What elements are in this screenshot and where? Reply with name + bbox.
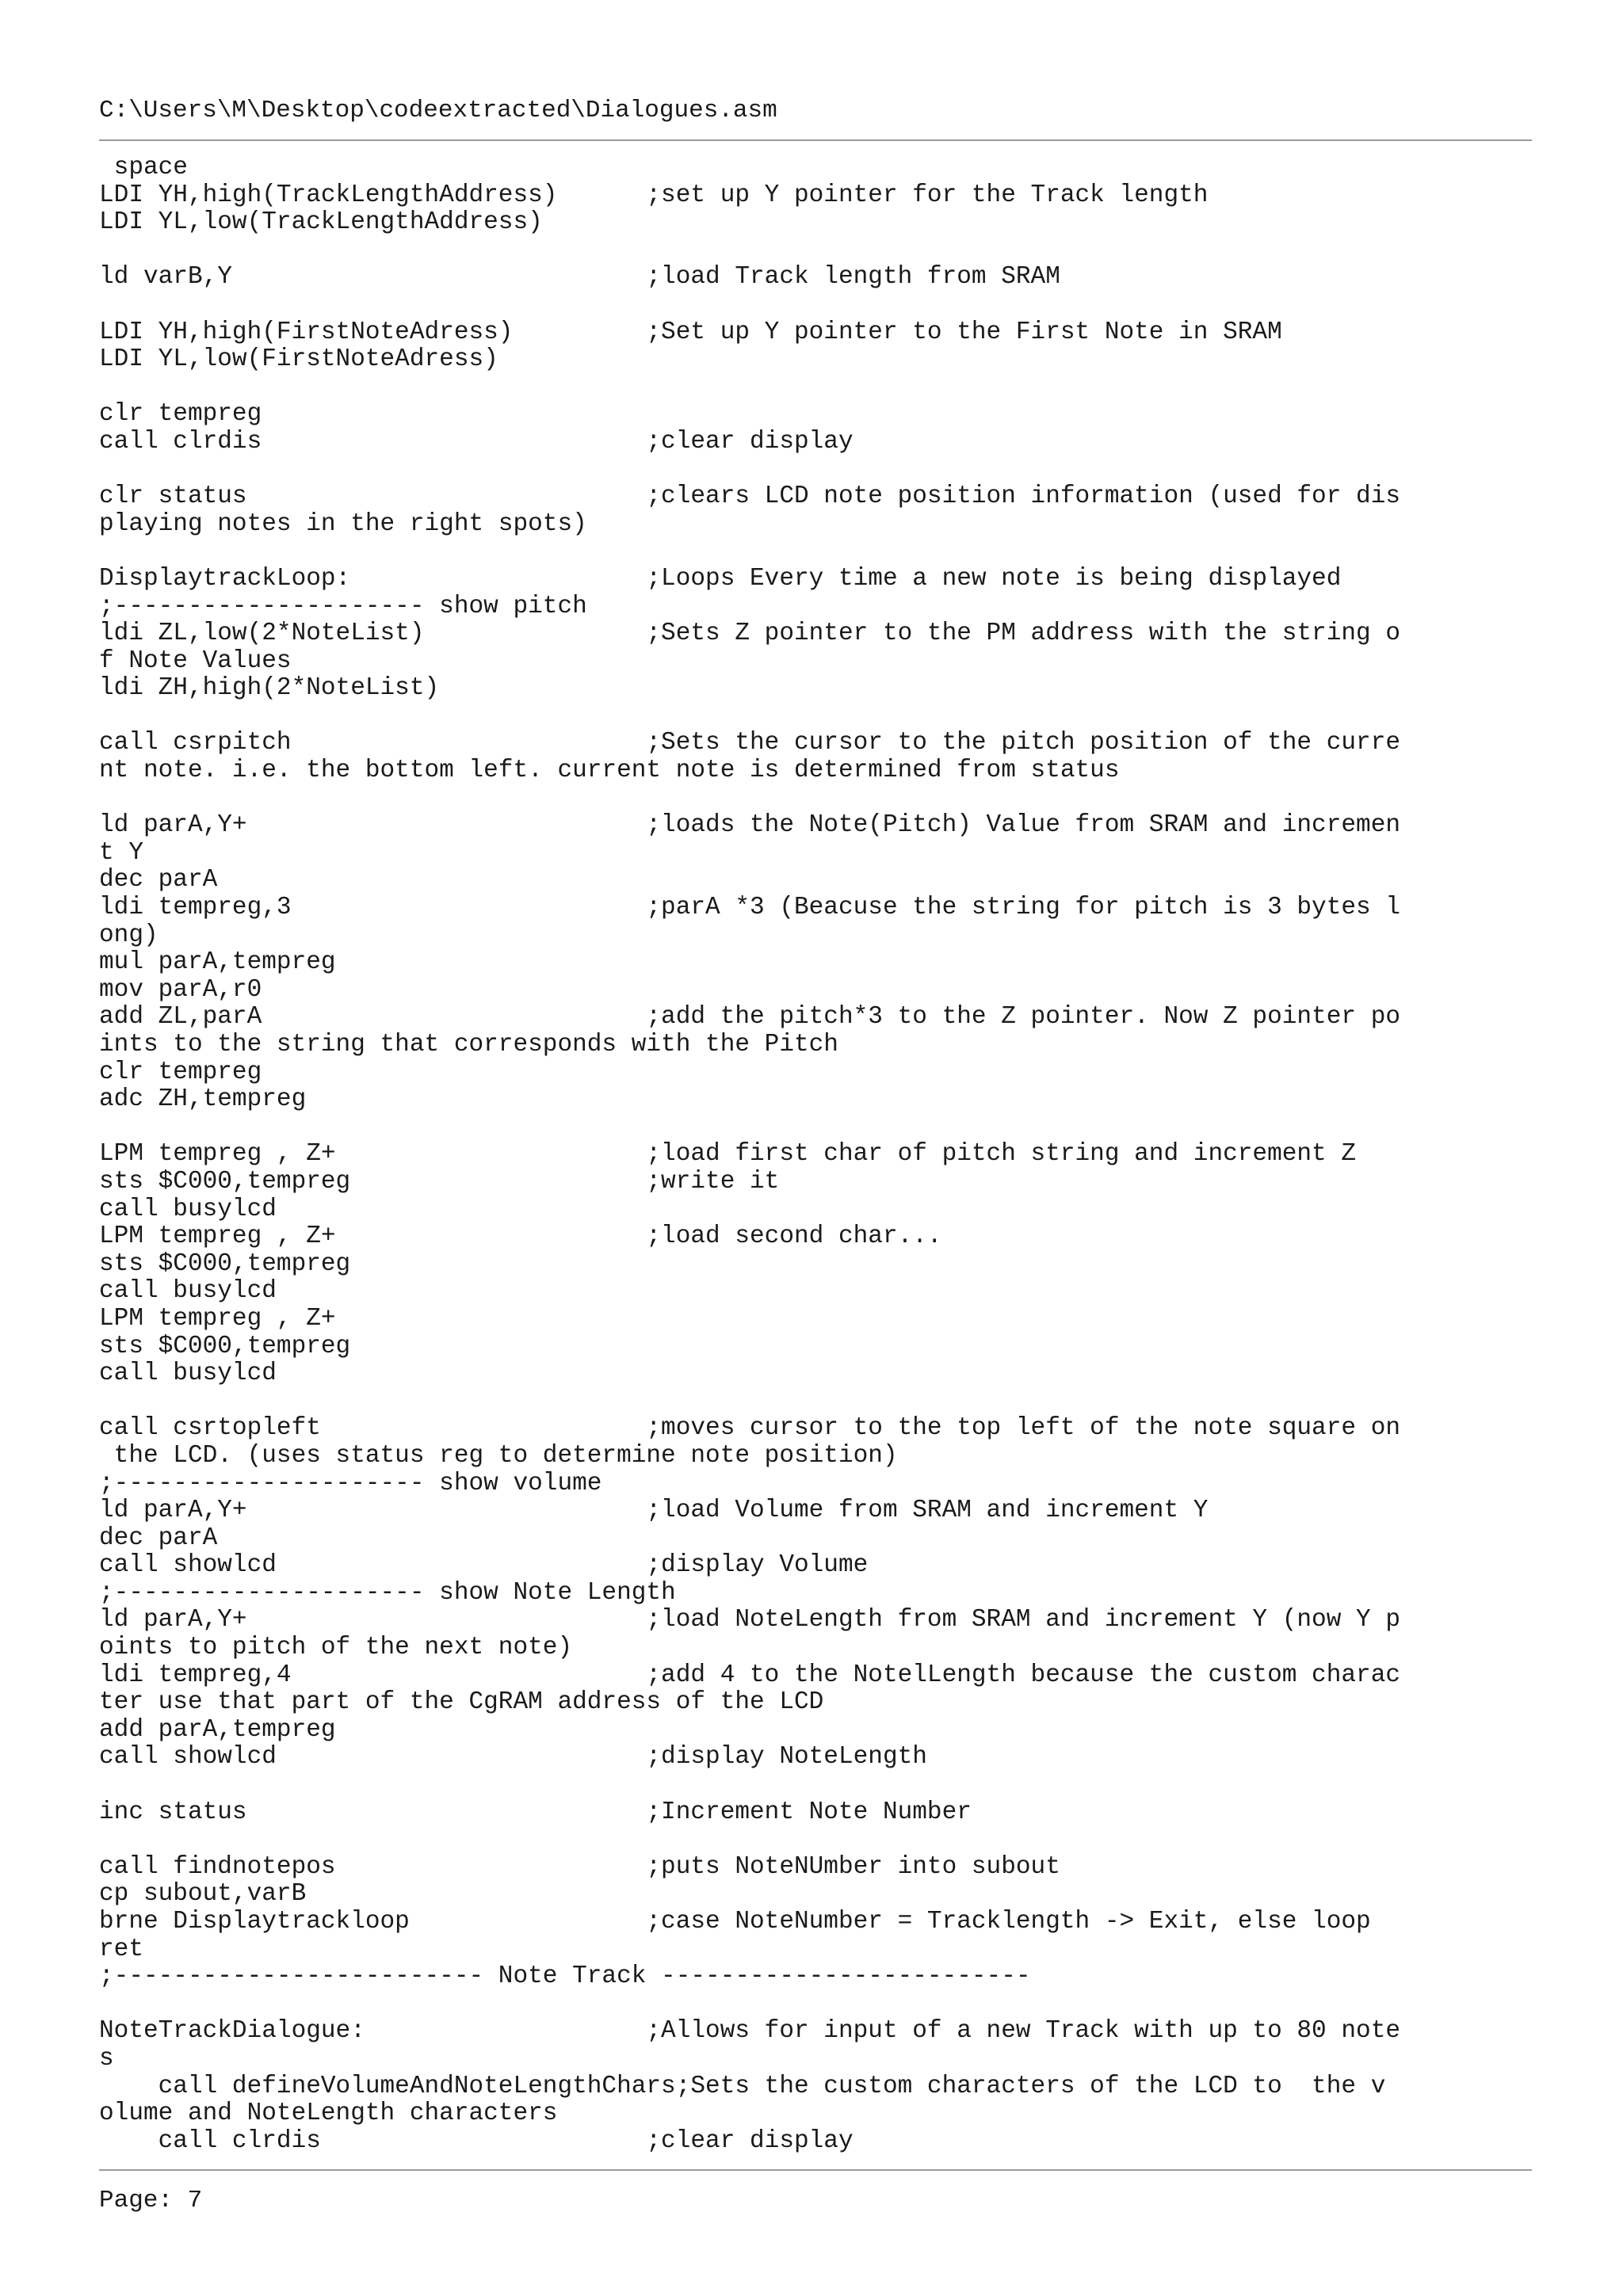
code-line: oints to pitch of the next note) xyxy=(99,1634,573,1662)
code-line: inc status ;Increment Note Number xyxy=(99,1798,972,1826)
code-line: ints to the string that corresponds with the Pitch xyxy=(99,1031,838,1058)
code-line: LDI YH,high(TrackLengthAddress) ;set up Y pointer for the Track length xyxy=(99,181,1209,209)
code-line: dec parA xyxy=(99,866,218,894)
code-listing xyxy=(99,154,1532,2155)
code-line xyxy=(99,1991,1532,2019)
code-line xyxy=(99,456,1532,484)
code-line: adc ZH,tempreg xyxy=(99,1085,307,1114)
code-line: call busylcd xyxy=(99,1277,277,1306)
code-line: mov parA,r0 xyxy=(99,975,262,1004)
code-line: ret xyxy=(99,1935,143,1963)
code-line xyxy=(99,292,1532,319)
code-line: sts $C000,tempreg xyxy=(99,1249,351,1278)
code-line xyxy=(99,1114,1532,1142)
code-line: ldi ZL,low(2*NoteList) ;Sets Z pointer to the PM address with the string o xyxy=(99,620,1401,648)
code-line: call busylcd xyxy=(99,1360,277,1388)
code-line: LDI YH,high(FirstNoteAdress) ;Set up Y pointer to the First Note in SRAM xyxy=(99,318,1282,346)
code-line: space xyxy=(99,154,188,181)
code-line: the LCD. (uses status reg to determine note position) xyxy=(99,1441,898,1470)
code-line: nt note. i.e. the bottom left. current note is determined from status xyxy=(99,757,1120,785)
code-line: NoteTrackDialogue: ;Allows for input of a new Track with up to 80 note xyxy=(99,2017,1401,2046)
code-line xyxy=(99,237,1532,265)
code-line: LPM tempreg , Z+ xyxy=(99,1304,336,1333)
code-line: LPM tempreg , Z+ ;load first char of pitch string and increment Z xyxy=(99,1140,1357,1169)
code-line: ;--------------------- show volume xyxy=(99,1469,602,1497)
code-line: call clrdis ;clear display xyxy=(99,427,854,456)
code-line: ldi tempreg,4 ;add 4 to the NotelLength because the custom charac xyxy=(99,1661,1401,1689)
code-line: clr tempreg xyxy=(99,1058,262,1086)
code-line: clr tempreg xyxy=(99,400,262,429)
code-line: call clrdis ;clear display xyxy=(99,2126,854,2155)
header-divider xyxy=(99,139,1532,141)
code-line xyxy=(99,1772,1532,1799)
code-line: call findnotepos ;puts NoteNUmber into subout xyxy=(99,1852,1060,1881)
code-line xyxy=(99,374,1532,402)
code-line: ld varB,Y ;load Track length from SRAM xyxy=(99,263,1060,292)
code-line: LDI YL,low(TrackLengthAddress) xyxy=(99,208,543,237)
code-line: f Note Values xyxy=(99,646,292,675)
code-line: ;--------------------- show pitch xyxy=(99,592,587,620)
code-line: add parA,tempreg xyxy=(99,1715,336,1744)
code-line: ldi tempreg,3 ;parA *3 (Beacuse the string for pitch is 3 bytes l xyxy=(99,894,1401,922)
code-line: dec parA xyxy=(99,1524,218,1552)
code-line: cp subout,varB xyxy=(99,1880,307,1909)
code-line: call showlcd ;display Volume xyxy=(99,1551,869,1580)
code-line: ;--------------------- show Note Length xyxy=(99,1578,676,1607)
code-line xyxy=(99,785,1532,813)
code-line: call csrtopleft ;moves cursor to the top left of the note square on xyxy=(99,1414,1401,1443)
code-line xyxy=(99,1826,1532,1854)
code-line: mul parA,tempreg xyxy=(99,948,336,977)
code-line: LPM tempreg , Z+ ;load second char... xyxy=(99,1222,942,1251)
code-line: DisplaytrackLoop: ;Loops Every time a new note is being displayed xyxy=(99,564,1342,593)
code-line: add ZL,parA ;add the pitch*3 to the Z pointer. Now Z pointer po xyxy=(99,1003,1401,1032)
code-line xyxy=(99,538,1532,566)
code-line: sts $C000,tempreg xyxy=(99,1332,351,1360)
code-line: olume and NoteLength characters xyxy=(99,2100,558,2128)
code-line: call showlcd ;display NoteLength xyxy=(99,1743,927,1772)
code-line: ld parA,Y+ ;loads the Note(Pitch) Value from SRAM and incremen xyxy=(99,811,1401,840)
code-line: ld parA,Y+ ;load NoteLength from SRAM and increment Y (now Y p xyxy=(99,1606,1401,1634)
page-number: Page: 7 xyxy=(99,2187,203,2214)
code-line: ld parA,Y+ ;load Volume from SRAM and increment Y xyxy=(99,1497,1209,1525)
code-line xyxy=(99,1388,1532,1416)
code-line: s xyxy=(99,2044,114,2073)
code-line: ldi ZH,high(2*NoteList) xyxy=(99,674,440,703)
footer-divider xyxy=(99,2169,1532,2171)
code-line: brne Displaytrackloop ;case NoteNumber = Tracklength -> Exit, else loop xyxy=(99,1908,1371,1936)
code-line: sts $C000,tempreg ;write it xyxy=(99,1167,780,1196)
code-line: t Y xyxy=(99,838,143,867)
code-line: playing notes in the right spots) xyxy=(99,509,587,538)
code-line: call defineVolumeAndNoteLengthChars;Sets the custom characters of the LCD to the v xyxy=(99,2072,1386,2100)
code-line: ong) xyxy=(99,921,158,949)
file-path-header: C:\Users\M\Desktop\codeextracted\Dialogues.asm xyxy=(99,97,777,124)
code-line: call csrpitch ;Sets the cursor to the pitch position of the curre xyxy=(99,729,1401,757)
code-line: ter use that part of the CgRAM address of the LCD xyxy=(99,1688,824,1717)
code-line: clr status ;clears LCD note position information (used for dis xyxy=(99,482,1401,511)
code-line: ;------------------------- Note Track ------------------------- xyxy=(99,1962,1031,1991)
code-line: call busylcd xyxy=(99,1195,277,1223)
code-line: LDI YL,low(FirstNoteAdress) xyxy=(99,345,498,374)
code-line xyxy=(99,703,1532,730)
